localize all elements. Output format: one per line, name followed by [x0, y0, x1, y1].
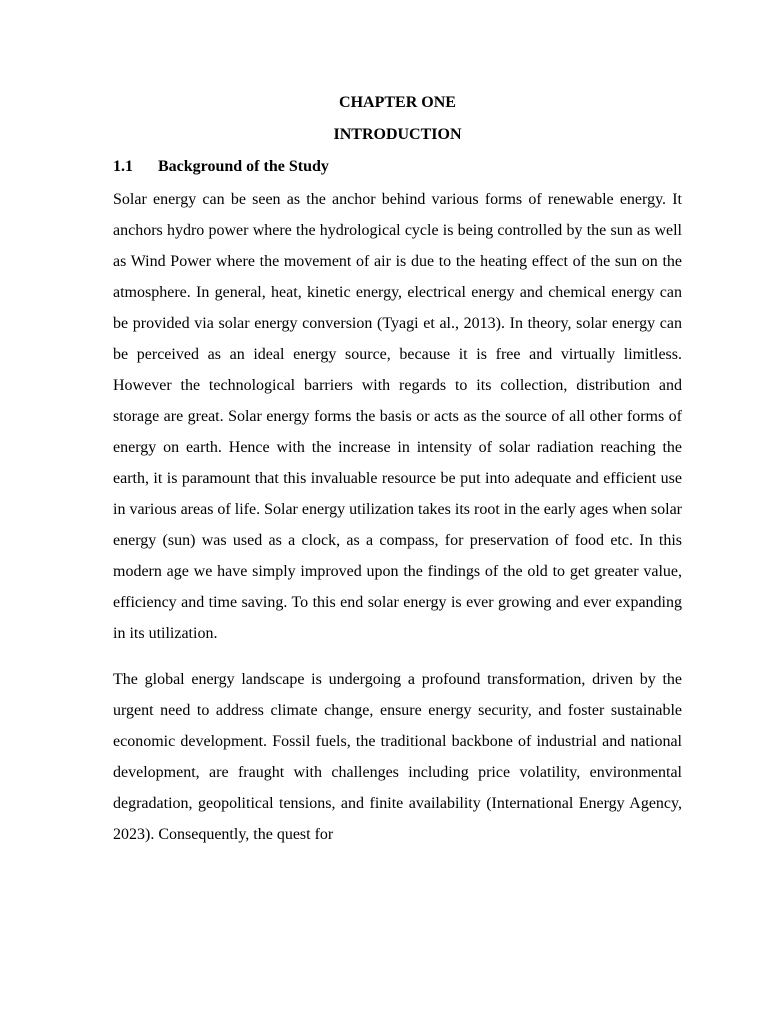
- chapter-title: INTRODUCTION: [333, 126, 462, 143]
- document-page: [113, 93, 682, 850]
- section-heading: [113, 157, 682, 177]
- body-paragraph-2: The global energy landscape is undergoing a profound transformation, driven by the urgent need to address climate change, ensure energy security, and foster sustainable economic development. Fossil fuels, the traditional backbone of industrial and national development, are fraught with challenges including price volatility, environmental degradation, geopolitical tensions, and finite availability (International Energy Agency, 2023). Consequently, the quest for: [113, 671, 682, 843]
- chapter-label: CHAPTER ONE: [339, 94, 456, 111]
- body-paragraph-1: Solar energy can be seen as the anchor behind various forms of renewable energy. It anchors hydro power where the hydrological cycle is being controlled by the sun as well as Wind Power where the movement of air is due to the heating effect of the sun on the atmosphere. In general, heat, kinetic energy, electrical energy and chemical energy can be provided via solar energy conversion (Tyagi et al., 2013). In theory, solar energy can be perceived as an ideal energy source, because it is free and virtually limitless. However the technological barriers with regards to its collection, distribution and storage are great. Solar energy forms the basis or acts as the source of all other forms of energy on earth. Hence with the increase in intensity of solar radiation reaching the earth, it is paramount that this invaluable resource be put into adequate and efficient use in various areas of life. Solar energy utilization takes its root in the early ages when solar energy (sun) was used as a clock, as a compass, for preservation of food etc. In this modern age we have simply improved upon the findings of the old to get greater value, efficiency and time saving. To this end solar energy is ever growing and ever expanding in its utilization.: [113, 191, 682, 642]
- section-title: Background of the Study: [158, 158, 329, 175]
- section-number: 1.1: [113, 158, 133, 175]
